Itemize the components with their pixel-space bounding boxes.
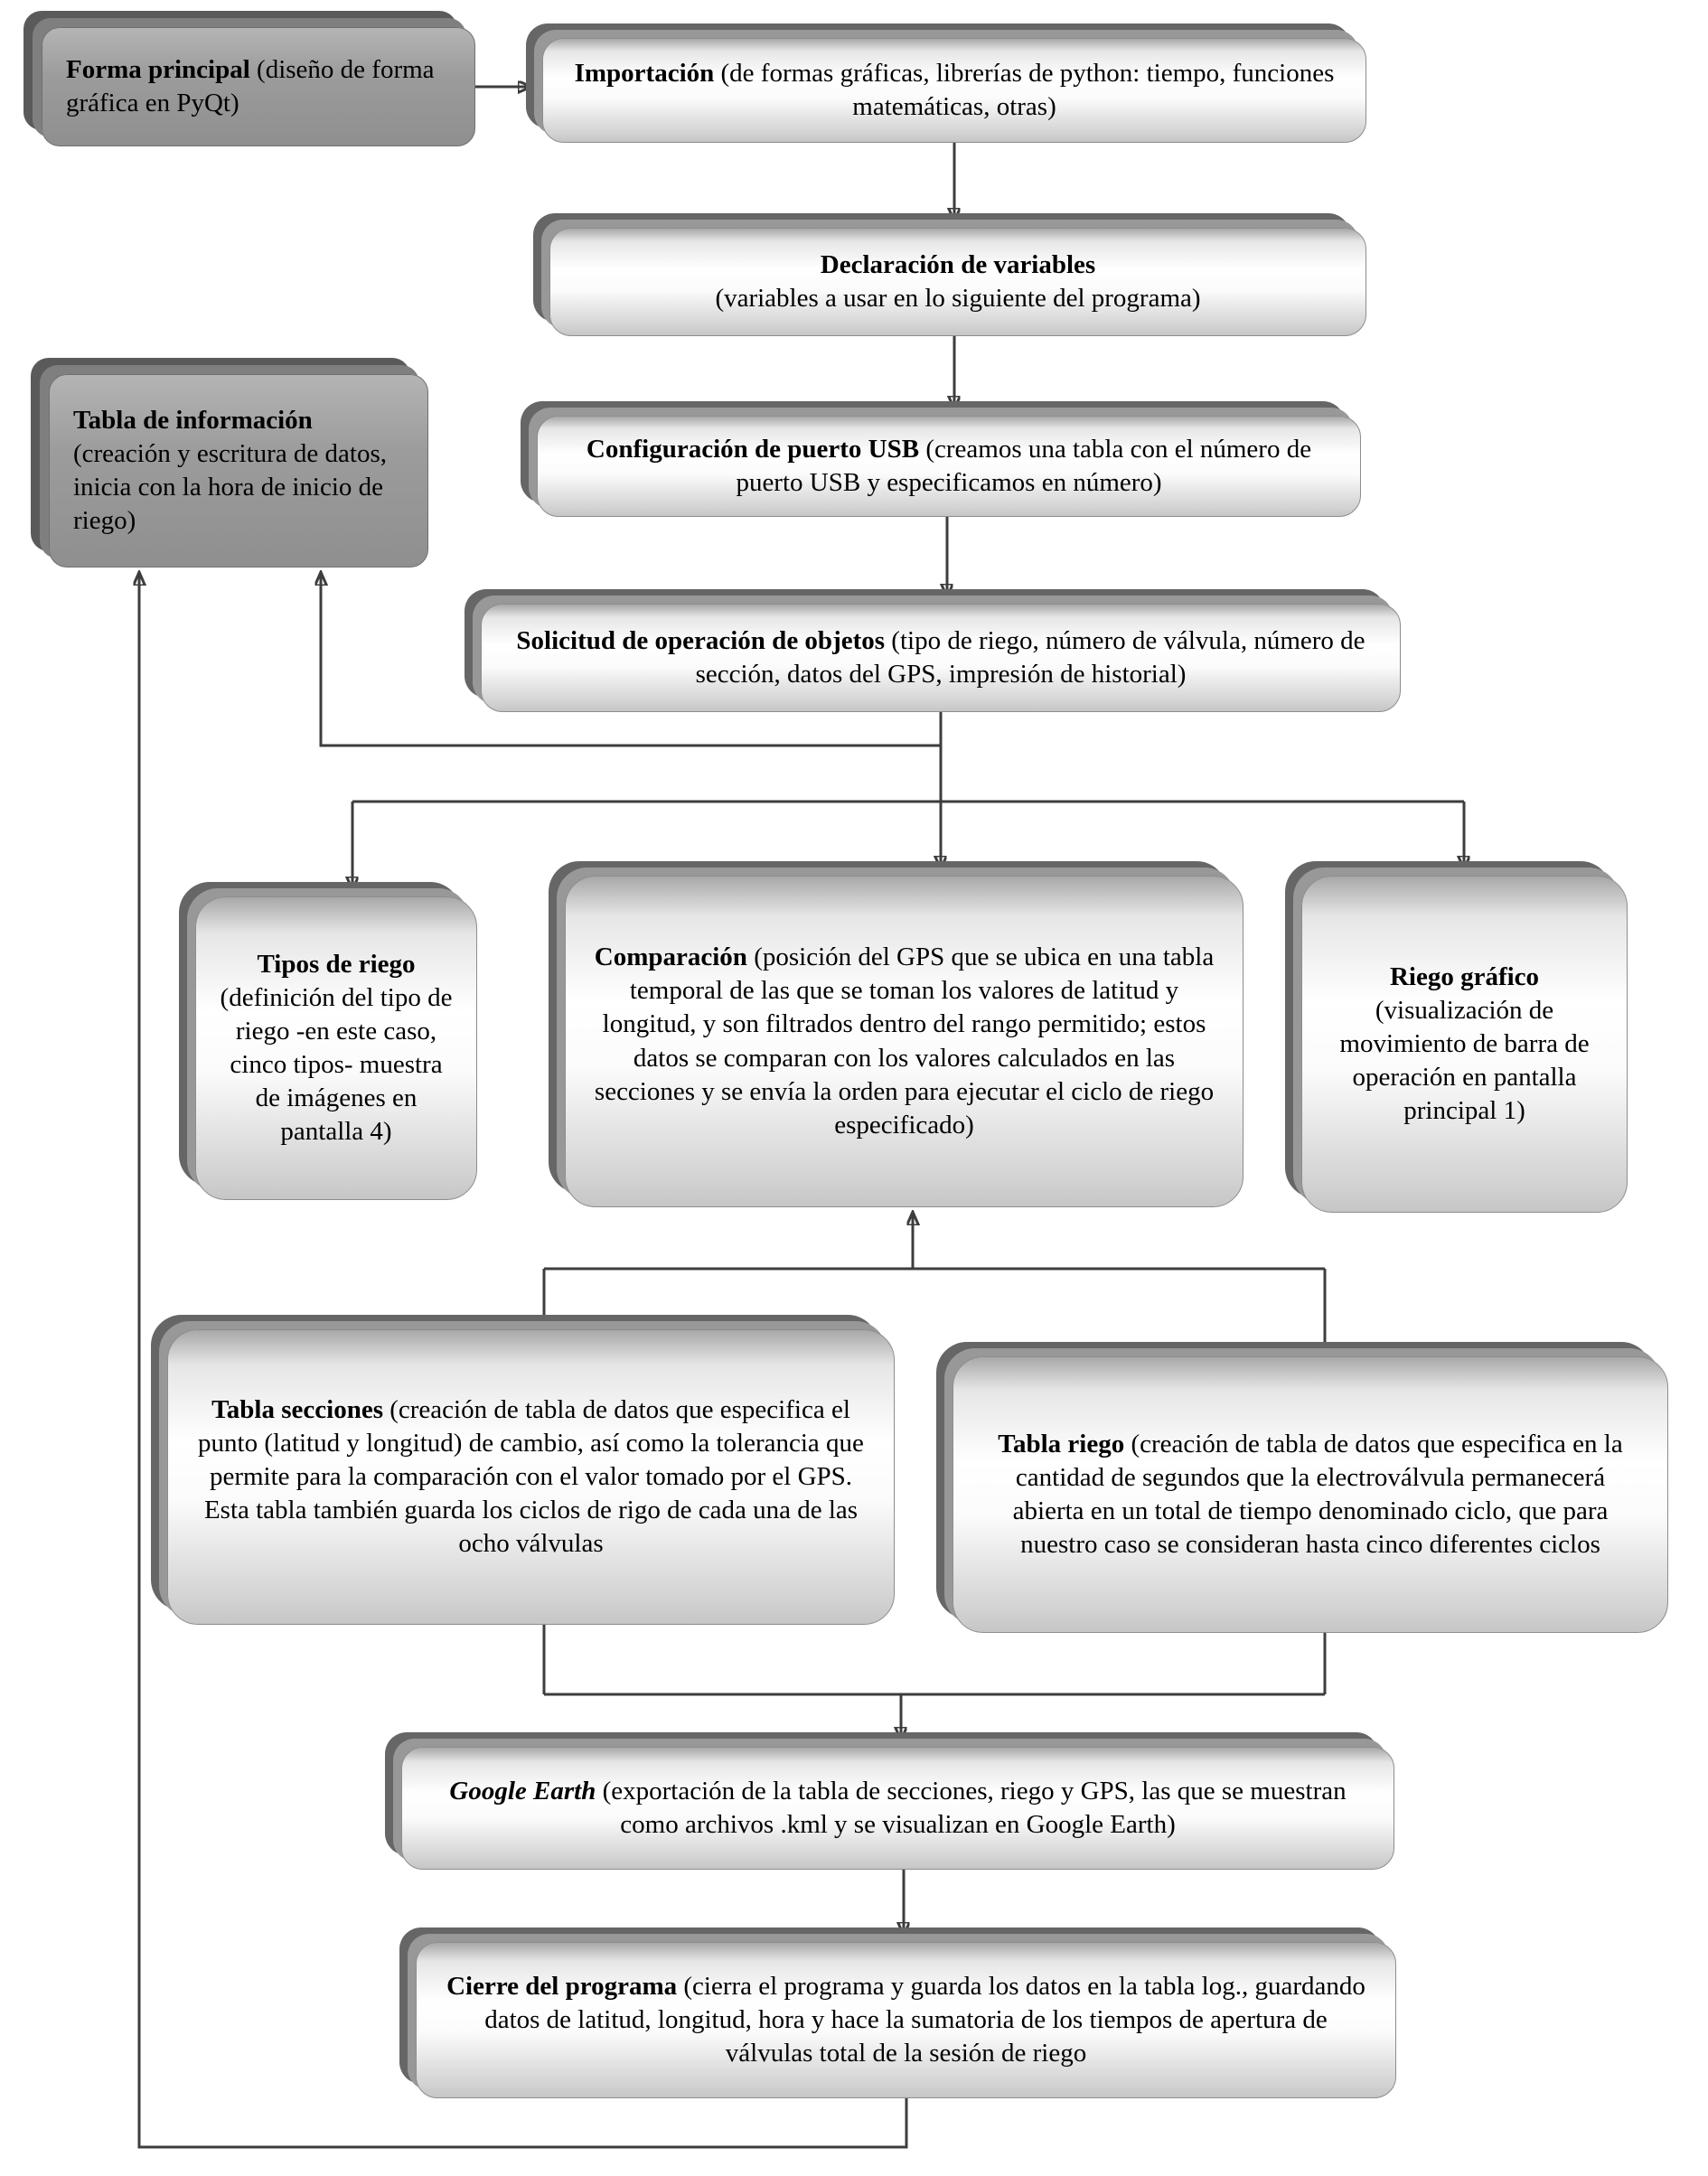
node-text xyxy=(561,433,1337,500)
node-text xyxy=(66,53,451,120)
node-title: Tabla riego xyxy=(998,1429,1125,1458)
node-text xyxy=(977,1428,1644,1562)
node-title: Configuración de puerto USB xyxy=(586,434,920,464)
node-title: Declaración de variables xyxy=(820,249,1096,279)
node-body: (variables a usar en lo siguiente del programa) xyxy=(715,284,1201,313)
node-solicitud-operacion xyxy=(481,604,1401,712)
node-text xyxy=(567,57,1342,124)
node-body: (creación y escritura de datos, inicia con la hora de inicio de riego) xyxy=(73,438,388,536)
node-body: (de formas gráficas, librerías de python: tiempo, funciones matemáticas, otras) xyxy=(720,58,1335,121)
node-title: Tipos de riego xyxy=(257,949,416,979)
node-body: (diseño de forma gráfica en PyQt) xyxy=(66,54,435,117)
node-title: Google Earth xyxy=(449,1776,596,1806)
node-comparacion xyxy=(565,876,1243,1207)
node-text xyxy=(505,624,1376,691)
node-google-earth xyxy=(401,1747,1394,1870)
node-body: (posición del GPS que se ubica en una tabla temporal de las que se toman los valores de latitud y longitud, y son filtrados dentro del rango permitido; estos datos se comparan con los valores calculados en las secciones y se envía la orden para ejecutar el ciclo de riego especificado) xyxy=(594,943,1215,1140)
node-title: Tabla de información xyxy=(73,405,313,435)
node-body: (visualización de movimiento de barra de operación en pantalla principal 1) xyxy=(1339,995,1590,1126)
node-forma-principal xyxy=(42,27,475,146)
node-text xyxy=(715,249,1200,315)
node-title: Riego gráfico xyxy=(1389,961,1540,991)
node-text xyxy=(440,1970,1372,2070)
node-body: (cierra el programa y guarda los datos en la tabla log., guardando datos de latitud, longitud, hora y hace la sumatoria de los tiempos de apertura de válvulas total de la sesión de riego xyxy=(484,1971,1365,2068)
node-declaracion-variables xyxy=(549,228,1366,336)
node-body: (definición del tipo de riego -en este caso, cinco tipos- muestra de imágenes en pantalla 4) xyxy=(220,982,453,1147)
node-riego-grafico xyxy=(1301,876,1628,1213)
node-body: (creación de tabla de datos que especifica en la cantidad de segundos que la electroválvula permanecerá abierta en un total de tiempo denominado ciclo, que para nuestro caso se consideran hasta cinco diferentes ciclos xyxy=(1012,1429,1623,1560)
node-tabla-informacion xyxy=(49,374,428,567)
node-text xyxy=(1326,961,1603,1129)
node-title: Tabla secciones xyxy=(211,1394,383,1424)
node-body: (creamos una tabla con el número de puerto USB y especificamos en número) xyxy=(736,434,1312,497)
node-configuracion-puerto-usb xyxy=(537,416,1361,517)
node-tabla-riego xyxy=(953,1356,1668,1633)
node-tipos-riego xyxy=(195,896,477,1200)
node-body: (exportación de la tabla de secciones, riego y GPS, las que se muestran como archivos .kml y se visualizan en Google Earth) xyxy=(602,1776,1347,1839)
node-title: Solicitud de operación de objetos xyxy=(516,625,886,655)
node-tabla-secciones xyxy=(167,1329,895,1625)
node-title: Importación xyxy=(574,58,715,88)
node-body: (tipo de riego, número de válvula, número de sección, datos del GPS, impresión de historial) xyxy=(695,625,1365,689)
node-body: (creación de tabla de datos que especifica el punto (latitud y longitud) de cambio, así como la tolerancia que permite para la comparación con el valor tomado por el GPS. Esta tabla también guarda los ciclos de rigo de cada una de las ocho válvulas xyxy=(198,1394,864,1559)
node-cierre-programa xyxy=(416,1942,1396,2098)
node-text xyxy=(192,1393,870,1562)
node-text xyxy=(220,948,453,1149)
node-text xyxy=(73,404,404,538)
node-text xyxy=(589,941,1219,1142)
node-importacion xyxy=(542,38,1366,143)
node-text xyxy=(426,1775,1370,1842)
node-title: Forma principal xyxy=(66,54,250,84)
node-title: Cierre del programa xyxy=(446,1971,678,2001)
node-title: Comparación xyxy=(594,943,747,972)
